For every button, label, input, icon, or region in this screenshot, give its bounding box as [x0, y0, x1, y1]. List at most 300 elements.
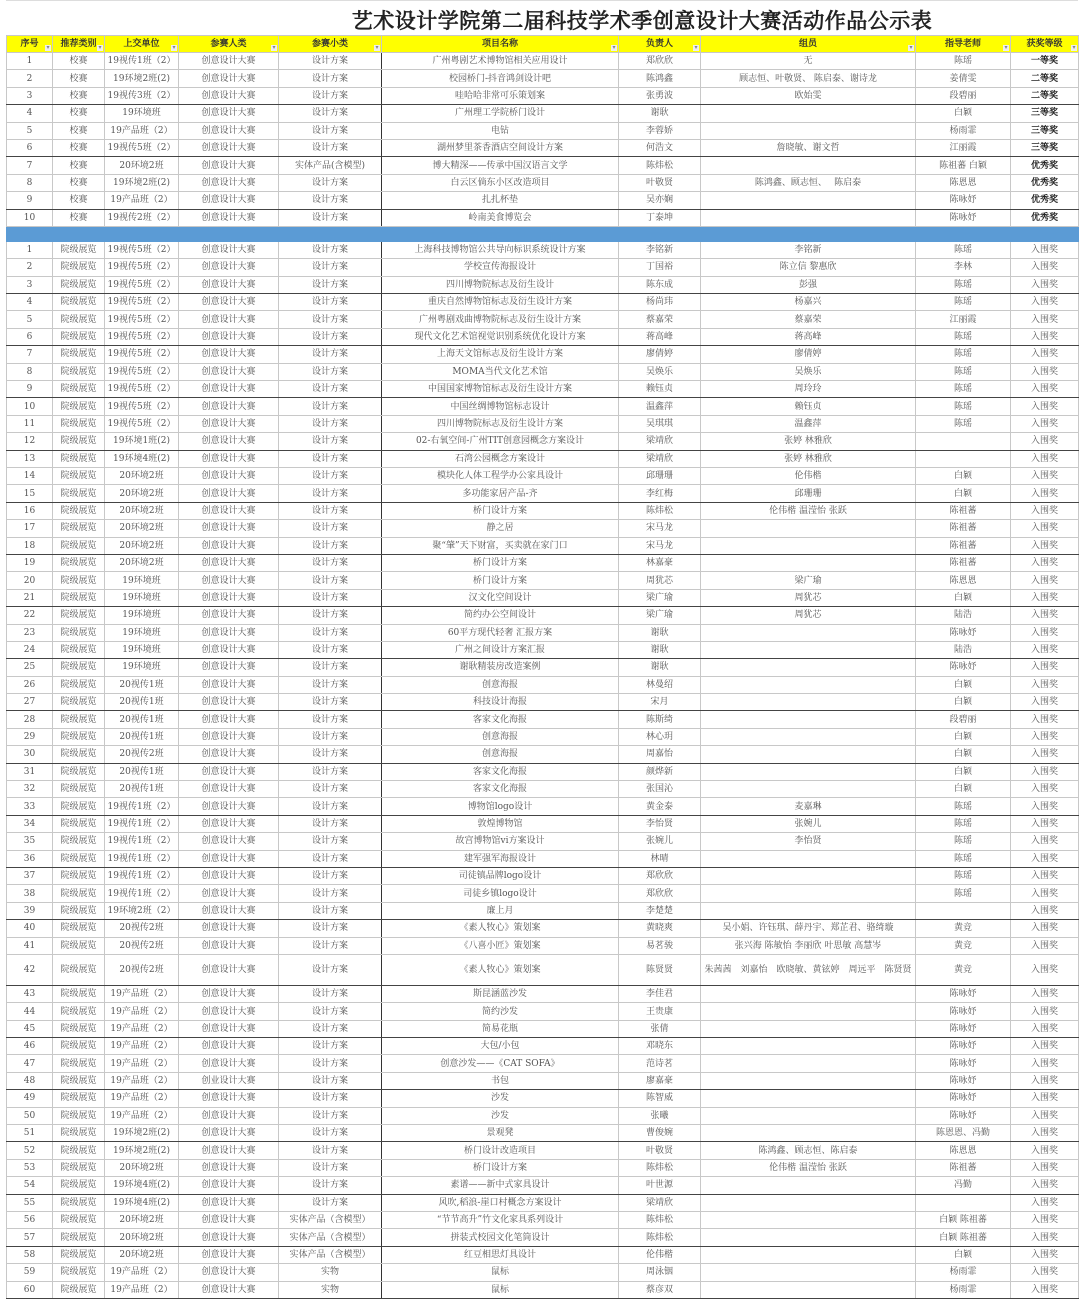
- cell-advisor[interactable]: 陈咏妤: [916, 1107, 1011, 1124]
- cell-leader[interactable]: 郑欣欣: [619, 867, 701, 884]
- cell-contest-type[interactable]: 创意设计大赛: [179, 398, 279, 415]
- cell-contest-type[interactable]: 创意设计大赛: [179, 209, 279, 226]
- cell-members[interactable]: 李怡贤: [701, 833, 916, 850]
- cell-category[interactable]: 院级展览: [53, 985, 105, 1002]
- cell-unit[interactable]: 19视传5班（2）: [105, 259, 179, 276]
- cell-category[interactable]: 校赛: [53, 105, 105, 122]
- filter-dropdown-icon[interactable]: ▾: [1072, 44, 1076, 51]
- cell-award[interactable]: 二等奖: [1011, 70, 1079, 87]
- cell-seq[interactable]: 41: [7, 937, 53, 954]
- cell-project-name[interactable]: 《素人牧心》策划案: [382, 954, 619, 985]
- cell-members[interactable]: 邱珊珊: [701, 485, 916, 502]
- cell-award[interactable]: 入围奖: [1011, 1264, 1079, 1281]
- cell-category[interactable]: 院级展览: [53, 815, 105, 832]
- cell-advisor[interactable]: 白颖: [916, 105, 1011, 122]
- cell-members[interactable]: 伦伟楷 温滢怡 张跃: [701, 502, 916, 519]
- cell-leader[interactable]: 吴亦娴: [619, 192, 701, 209]
- cell-leader[interactable]: 梁靖欣: [619, 450, 701, 467]
- cell-award[interactable]: 入围奖: [1011, 850, 1079, 867]
- cell-contest-type[interactable]: 创意设计大赛: [179, 1038, 279, 1055]
- cell-unit[interactable]: 20环境2班: [105, 467, 179, 484]
- cell-unit[interactable]: 19视传5班（2）: [105, 398, 179, 415]
- cell-category[interactable]: 院级展览: [53, 763, 105, 780]
- cell-category[interactable]: 院级展览: [53, 328, 105, 345]
- cell-subtype[interactable]: 设计方案: [279, 763, 382, 780]
- cell-leader[interactable]: 李佳君: [619, 985, 701, 1002]
- cell-seq[interactable]: 48: [7, 1072, 53, 1089]
- cell-project-name[interactable]: 博大精深——传承中国汉语言文学: [382, 157, 619, 174]
- cell-members[interactable]: [701, 1072, 916, 1089]
- cell-category[interactable]: 院级展览: [53, 781, 105, 798]
- cell-seq[interactable]: 47: [7, 1055, 53, 1072]
- cell-advisor[interactable]: 白颖: [916, 1246, 1011, 1263]
- cell-award[interactable]: 入围奖: [1011, 1072, 1079, 1089]
- cell-award[interactable]: 优秀奖: [1011, 174, 1079, 191]
- cell-category[interactable]: 院级展览: [53, 1264, 105, 1281]
- cell-advisor[interactable]: 李林: [916, 259, 1011, 276]
- cell-leader[interactable]: 林曼绍: [619, 676, 701, 693]
- cell-members[interactable]: [701, 902, 916, 919]
- cell-category[interactable]: 院级展览: [53, 311, 105, 328]
- cell-subtype[interactable]: 设计方案: [279, 328, 382, 345]
- cell-unit[interactable]: 19产品班（2）: [105, 1038, 179, 1055]
- cell-unit[interactable]: 19环境4班(2): [105, 1194, 179, 1211]
- cell-members[interactable]: [701, 1177, 916, 1194]
- cell-subtype[interactable]: 设计方案: [279, 294, 382, 311]
- cell-category[interactable]: 院级展览: [53, 520, 105, 537]
- cell-subtype[interactable]: 设计方案: [279, 311, 382, 328]
- cell-category[interactable]: 院级展览: [53, 850, 105, 867]
- cell-members[interactable]: [701, 867, 916, 884]
- cell-contest-type[interactable]: 创意设计大赛: [179, 954, 279, 985]
- cell-project-name[interactable]: 白云区倘东小区改造项目: [382, 174, 619, 191]
- cell-advisor[interactable]: 陈瑶: [916, 850, 1011, 867]
- cell-leader[interactable]: 吴焕乐: [619, 363, 701, 380]
- cell-contest-type[interactable]: 创意设计大赛: [179, 139, 279, 156]
- cell-award[interactable]: 入围奖: [1011, 589, 1079, 606]
- cell-category[interactable]: 院级展览: [53, 450, 105, 467]
- cell-contest-type[interactable]: 创意设计大赛: [179, 624, 279, 641]
- cell-category[interactable]: 校赛: [53, 87, 105, 104]
- cell-project-name[interactable]: 红豆相思灯具设计: [382, 1246, 619, 1263]
- cell-category[interactable]: 院级展览: [53, 1020, 105, 1037]
- cell-leader[interactable]: 范诗茗: [619, 1055, 701, 1072]
- cell-seq[interactable]: 14: [7, 467, 53, 484]
- cell-leader[interactable]: 叶敬贤: [619, 1142, 701, 1159]
- cell-members[interactable]: [701, 694, 916, 711]
- cell-advisor[interactable]: 陈瑶: [916, 798, 1011, 815]
- cell-members[interactable]: [701, 537, 916, 554]
- cell-unit[interactable]: 19环境2班(2): [105, 70, 179, 87]
- cell-seq[interactable]: 45: [7, 1020, 53, 1037]
- cell-unit[interactable]: 20环境2班: [105, 520, 179, 537]
- cell-leader[interactable]: 曹俊婉: [619, 1125, 701, 1142]
- cell-leader[interactable]: 邱珊珊: [619, 467, 701, 484]
- filter-dropdown-icon[interactable]: ▾: [694, 44, 698, 51]
- cell-award[interactable]: 入围奖: [1011, 311, 1079, 328]
- cell-members[interactable]: [701, 1212, 916, 1229]
- cell-subtype[interactable]: 设计方案: [279, 363, 382, 380]
- cell-members[interactable]: [701, 1246, 916, 1263]
- cell-seq[interactable]: 4: [7, 294, 53, 311]
- cell-category[interactable]: 院级展览: [53, 624, 105, 641]
- cell-seq[interactable]: 8: [7, 174, 53, 191]
- cell-members[interactable]: 陈鸿鑫、顾志恒、 陈启泰: [701, 174, 916, 191]
- cell-members[interactable]: [701, 1229, 916, 1246]
- cell-subtype[interactable]: 实体产品（含模型）: [279, 1212, 382, 1229]
- cell-leader[interactable]: 颜烨新: [619, 763, 701, 780]
- cell-category[interactable]: 院级展览: [53, 937, 105, 954]
- filter-dropdown-icon[interactable]: ▾: [172, 44, 176, 51]
- cell-advisor[interactable]: 陈咏妤: [916, 1072, 1011, 1089]
- cell-advisor[interactable]: 陆浩: [916, 607, 1011, 624]
- cell-category[interactable]: 院级展览: [53, 746, 105, 763]
- cell-project-name[interactable]: 广州粤剧艺术博物馆相关应用设计: [382, 53, 619, 70]
- cell-award[interactable]: 入围奖: [1011, 1246, 1079, 1263]
- cell-seq[interactable]: 34: [7, 815, 53, 832]
- cell-subtype[interactable]: 设计方案: [279, 346, 382, 363]
- cell-seq[interactable]: 39: [7, 902, 53, 919]
- cell-project-name[interactable]: 创意海报: [382, 676, 619, 693]
- filter-dropdown-icon[interactable]: ▾: [1004, 44, 1008, 51]
- cell-seq[interactable]: 22: [7, 607, 53, 624]
- cell-project-name[interactable]: 鼠标: [382, 1264, 619, 1281]
- cell-contest-type[interactable]: 创业设计大赛: [179, 1072, 279, 1089]
- cell-members[interactable]: [701, 746, 916, 763]
- cell-advisor[interactable]: 陆浩: [916, 641, 1011, 658]
- cell-leader[interactable]: 陈炜松: [619, 1229, 701, 1246]
- cell-seq[interactable]: 53: [7, 1159, 53, 1176]
- cell-members[interactable]: 吴焕乐: [701, 363, 916, 380]
- cell-category[interactable]: 院级展览: [53, 1246, 105, 1263]
- cell-members[interactable]: 陈鸿鑫、顾志恒、陈启泰: [701, 1142, 916, 1159]
- cell-project-name[interactable]: 素谱——新中式家具设计: [382, 1177, 619, 1194]
- cell-award[interactable]: 入围奖: [1011, 798, 1079, 815]
- cell-seq[interactable]: 31: [7, 763, 53, 780]
- cell-award[interactable]: 入围奖: [1011, 624, 1079, 641]
- cell-seq[interactable]: 40: [7, 920, 53, 937]
- cell-award[interactable]: 入围奖: [1011, 920, 1079, 937]
- cell-unit[interactable]: 19视传1班（2）: [105, 885, 179, 902]
- column-header-subtype[interactable]: [279, 36, 382, 53]
- cell-contest-type[interactable]: 创意设计大赛: [179, 1194, 279, 1211]
- cell-category[interactable]: 院级展览: [53, 259, 105, 276]
- cell-subtype[interactable]: 设计方案: [279, 589, 382, 606]
- cell-members[interactable]: [701, 1038, 916, 1055]
- cell-unit[interactable]: 20视传1班: [105, 711, 179, 728]
- cell-project-name[interactable]: 石湾公园概念方案设计: [382, 450, 619, 467]
- cell-seq[interactable]: 46: [7, 1038, 53, 1055]
- cell-advisor[interactable]: 陈咏妤: [916, 1038, 1011, 1055]
- cell-award[interactable]: 入围奖: [1011, 659, 1079, 676]
- cell-advisor[interactable]: 白颖 陈祖蕃: [916, 1212, 1011, 1229]
- cell-unit[interactable]: 19环境2班（2）: [105, 902, 179, 919]
- cell-subtype[interactable]: 设计方案: [279, 139, 382, 156]
- cell-project-name[interactable]: 广州理工学院桥门设计: [382, 105, 619, 122]
- cell-seq[interactable]: 10: [7, 209, 53, 226]
- cell-unit[interactable]: 19视传1班（2）: [105, 815, 179, 832]
- cell-subtype[interactable]: 设计方案: [279, 174, 382, 191]
- cell-project-name[interactable]: 桥门设计方案: [382, 502, 619, 519]
- cell-award[interactable]: 入围奖: [1011, 276, 1079, 293]
- cell-seq[interactable]: 18: [7, 537, 53, 554]
- cell-category[interactable]: 校赛: [53, 70, 105, 87]
- cell-members[interactable]: [701, 1107, 916, 1124]
- cell-members[interactable]: [701, 781, 916, 798]
- cell-members[interactable]: [701, 1125, 916, 1142]
- cell-seq[interactable]: 3: [7, 276, 53, 293]
- cell-leader[interactable]: 易茗骏: [619, 937, 701, 954]
- cell-contest-type[interactable]: 创意设计大赛: [179, 87, 279, 104]
- cell-contest-type[interactable]: 创意设计大赛: [179, 1125, 279, 1142]
- cell-award[interactable]: 入围奖: [1011, 1038, 1079, 1055]
- cell-seq[interactable]: 37: [7, 867, 53, 884]
- cell-contest-type[interactable]: 创意设计大赛: [179, 415, 279, 432]
- cell-subtype[interactable]: 实体产品(含模型): [279, 157, 382, 174]
- cell-project-name[interactable]: 广州之间设计方案汇报: [382, 641, 619, 658]
- cell-unit[interactable]: 19环境班: [105, 659, 179, 676]
- column-header-seq[interactable]: [7, 36, 53, 53]
- cell-category[interactable]: 校赛: [53, 139, 105, 156]
- cell-members[interactable]: 吴小娟、许钰琪、薛丹宇、郑芷君、骆绮璇: [701, 920, 916, 937]
- cell-subtype[interactable]: 实物: [279, 1264, 382, 1281]
- cell-seq[interactable]: 4: [7, 105, 53, 122]
- cell-members[interactable]: 詹晓敏、谢文哲: [701, 139, 916, 156]
- cell-advisor[interactable]: 黄竞: [916, 954, 1011, 985]
- cell-advisor[interactable]: 陈恩恩: [916, 572, 1011, 589]
- cell-award[interactable]: 入围奖: [1011, 763, 1079, 780]
- cell-contest-type[interactable]: 创意设计大赛: [179, 502, 279, 519]
- cell-subtype[interactable]: 设计方案: [279, 728, 382, 745]
- cell-category[interactable]: 院级展览: [53, 1003, 105, 1020]
- cell-contest-type[interactable]: 创意设计大赛: [179, 122, 279, 139]
- cell-award[interactable]: 入围奖: [1011, 1125, 1079, 1142]
- cell-advisor[interactable]: 黄竞: [916, 937, 1011, 954]
- cell-advisor[interactable]: 白颖: [916, 694, 1011, 711]
- cell-project-name[interactable]: 鼠标: [382, 1281, 619, 1298]
- cell-unit[interactable]: 19视传5班（2）: [105, 311, 179, 328]
- cell-seq[interactable]: 1: [7, 53, 53, 70]
- cell-unit[interactable]: 20视传2班: [105, 746, 179, 763]
- cell-award[interactable]: 入围奖: [1011, 607, 1079, 624]
- cell-seq[interactable]: 10: [7, 398, 53, 415]
- cell-leader[interactable]: 郑欣欣: [619, 885, 701, 902]
- cell-category[interactable]: 院级展览: [53, 415, 105, 432]
- cell-subtype[interactable]: 设计方案: [279, 1090, 382, 1107]
- cell-advisor[interactable]: 陈祖蕃: [916, 1159, 1011, 1176]
- cell-award[interactable]: 入围奖: [1011, 746, 1079, 763]
- cell-project-name[interactable]: 司徒镇品牌logo设计: [382, 867, 619, 884]
- cell-contest-type[interactable]: 创意设计大赛: [179, 1177, 279, 1194]
- cell-award[interactable]: 入围奖: [1011, 398, 1079, 415]
- cell-project-name[interactable]: 多功能家居产品-齐: [382, 485, 619, 502]
- cell-advisor[interactable]: 陈瑶: [916, 328, 1011, 345]
- cell-seq[interactable]: 11: [7, 415, 53, 432]
- cell-subtype[interactable]: 设计方案: [279, 954, 382, 985]
- cell-category[interactable]: 院级展览: [53, 694, 105, 711]
- cell-leader[interactable]: 蒋高峰: [619, 328, 701, 345]
- cell-project-name[interactable]: 故宫博物馆vi方案设计: [382, 833, 619, 850]
- cell-contest-type[interactable]: 创意设计大赛: [179, 467, 279, 484]
- cell-seq[interactable]: 49: [7, 1090, 53, 1107]
- cell-members[interactable]: [701, 1194, 916, 1211]
- cell-unit[interactable]: 19产品班（2）: [105, 1003, 179, 1020]
- cell-subtype[interactable]: 设计方案: [279, 694, 382, 711]
- cell-seq[interactable]: 21: [7, 589, 53, 606]
- cell-unit[interactable]: 20视传2班: [105, 954, 179, 985]
- cell-award[interactable]: 入围奖: [1011, 641, 1079, 658]
- cell-award[interactable]: 入围奖: [1011, 815, 1079, 832]
- cell-members[interactable]: [701, 885, 916, 902]
- cell-award[interactable]: 入围奖: [1011, 885, 1079, 902]
- cell-award[interactable]: 入围奖: [1011, 520, 1079, 537]
- cell-category[interactable]: 院级展览: [53, 954, 105, 985]
- cell-advisor[interactable]: [916, 1194, 1011, 1211]
- cell-category[interactable]: 院级展览: [53, 1177, 105, 1194]
- cell-category[interactable]: 院级展览: [53, 1159, 105, 1176]
- cell-unit[interactable]: 19视传5班（2）: [105, 241, 179, 258]
- cell-contest-type[interactable]: 创意设计大赛: [179, 676, 279, 693]
- cell-contest-type[interactable]: 创意设计大赛: [179, 815, 279, 832]
- cell-project-name[interactable]: 敦煌博物馆: [382, 815, 619, 832]
- cell-award[interactable]: 入围奖: [1011, 294, 1079, 311]
- cell-seq[interactable]: 9: [7, 192, 53, 209]
- cell-project-name[interactable]: MOMA当代文化艺术馆: [382, 363, 619, 380]
- cell-contest-type[interactable]: 创意设计大赛: [179, 381, 279, 398]
- cell-advisor[interactable]: 陈瑶: [916, 276, 1011, 293]
- cell-contest-type[interactable]: 创意设计大赛: [179, 746, 279, 763]
- cell-category[interactable]: 院级展览: [53, 728, 105, 745]
- cell-unit[interactable]: 20视传1班: [105, 694, 179, 711]
- cell-project-name[interactable]: 《八喜小匠》策划案: [382, 937, 619, 954]
- cell-project-name[interactable]: 客家文化海报: [382, 781, 619, 798]
- cell-award[interactable]: 入围奖: [1011, 1107, 1079, 1124]
- cell-project-name[interactable]: 四川博物院标志及衍生设计方案: [382, 415, 619, 432]
- cell-unit[interactable]: 19环境班: [105, 105, 179, 122]
- cell-members[interactable]: 欧始雯: [701, 87, 916, 104]
- cell-members[interactable]: [701, 728, 916, 745]
- cell-members[interactable]: 周犹芯: [701, 607, 916, 624]
- cell-project-name[interactable]: 客家文化海报: [382, 763, 619, 780]
- cell-leader[interactable]: 陈炜松: [619, 1159, 701, 1176]
- cell-unit[interactable]: 20视传1班: [105, 676, 179, 693]
- cell-advisor[interactable]: 陈咏妤: [916, 1055, 1011, 1072]
- cell-subtype[interactable]: 设计方案: [279, 711, 382, 728]
- cell-contest-type[interactable]: 创意设计大赛: [179, 711, 279, 728]
- cell-members[interactable]: [701, 122, 916, 139]
- cell-contest-type[interactable]: 创意设计大赛: [179, 346, 279, 363]
- cell-project-name[interactable]: 岭南美食博览会: [382, 209, 619, 226]
- cell-subtype[interactable]: 设计方案: [279, 53, 382, 70]
- cell-award[interactable]: 入围奖: [1011, 1229, 1079, 1246]
- cell-seq[interactable]: 2: [7, 70, 53, 87]
- cell-leader[interactable]: 李铭新: [619, 241, 701, 258]
- cell-subtype[interactable]: 设计方案: [279, 415, 382, 432]
- cell-award[interactable]: 入围奖: [1011, 676, 1079, 693]
- cell-members[interactable]: [701, 1055, 916, 1072]
- cell-award[interactable]: 入围奖: [1011, 1142, 1079, 1159]
- cell-subtype[interactable]: 设计方案: [279, 433, 382, 450]
- cell-award[interactable]: 三等奖: [1011, 105, 1079, 122]
- cell-unit[interactable]: 19产品班（2）: [105, 1020, 179, 1037]
- cell-category[interactable]: 校赛: [53, 174, 105, 191]
- cell-contest-type[interactable]: 创意设计大赛: [179, 157, 279, 174]
- cell-subtype[interactable]: 设计方案: [279, 1125, 382, 1142]
- cell-unit[interactable]: 19环境班: [105, 589, 179, 606]
- cell-project-name[interactable]: 简约办公空间设计: [382, 607, 619, 624]
- cell-contest-type[interactable]: 创意设计大赛: [179, 920, 279, 937]
- cell-unit[interactable]: 20环境2班: [105, 554, 179, 571]
- cell-award[interactable]: 三等奖: [1011, 139, 1079, 156]
- cell-project-name[interactable]: 景观凳: [382, 1125, 619, 1142]
- cell-leader[interactable]: 叶敬贤: [619, 174, 701, 191]
- cell-advisor[interactable]: 陈祖蕃: [916, 554, 1011, 571]
- cell-project-name[interactable]: 中国丝绸博物馆标志设计: [382, 398, 619, 415]
- cell-category[interactable]: 校赛: [53, 53, 105, 70]
- cell-leader[interactable]: 丁泰坤: [619, 209, 701, 226]
- cell-subtype[interactable]: 设计方案: [279, 1038, 382, 1055]
- cell-award[interactable]: 入围奖: [1011, 554, 1079, 571]
- cell-members[interactable]: [701, 850, 916, 867]
- filter-dropdown-icon[interactable]: ▾: [98, 44, 102, 51]
- cell-members[interactable]: 廖倩婷: [701, 346, 916, 363]
- cell-project-name[interactable]: 科技设计海报: [382, 694, 619, 711]
- cell-subtype[interactable]: 设计方案: [279, 985, 382, 1002]
- cell-contest-type[interactable]: 创意设计大赛: [179, 1229, 279, 1246]
- cell-project-name[interactable]: 创意海报: [382, 746, 619, 763]
- cell-project-name[interactable]: 司徒乡镇logo设计: [382, 885, 619, 902]
- cell-project-name[interactable]: 桥门设计改造项目: [382, 1142, 619, 1159]
- cell-leader[interactable]: 丁国裕: [619, 259, 701, 276]
- cell-advisor[interactable]: 陈咏妤: [916, 1090, 1011, 1107]
- cell-contest-type[interactable]: 创意设计大赛: [179, 763, 279, 780]
- cell-members[interactable]: 陈立信 黎惠欣: [701, 259, 916, 276]
- cell-unit[interactable]: 20环境2班: [105, 502, 179, 519]
- cell-advisor[interactable]: 白颖: [916, 676, 1011, 693]
- cell-advisor[interactable]: 白颖: [916, 467, 1011, 484]
- cell-leader[interactable]: 黄金泰: [619, 798, 701, 815]
- cell-category[interactable]: 院级展览: [53, 1281, 105, 1298]
- cell-project-name[interactable]: 02-右氧空间-广州TIT创意园概念方案设计: [382, 433, 619, 450]
- cell-unit[interactable]: 19环境2班(2): [105, 1125, 179, 1142]
- cell-award[interactable]: 优秀奖: [1011, 192, 1079, 209]
- cell-category[interactable]: 院级展览: [53, 572, 105, 589]
- cell-advisor[interactable]: 陈恩恩: [916, 1142, 1011, 1159]
- cell-leader[interactable]: 陈炜松: [619, 502, 701, 519]
- cell-project-name[interactable]: 广州粤剧戏曲博物院标志及衍生设计方案: [382, 311, 619, 328]
- cell-contest-type[interactable]: 创意设计大赛: [179, 485, 279, 502]
- cell-leader[interactable]: 陈贤贤: [619, 954, 701, 985]
- cell-advisor[interactable]: 陈瑶: [916, 398, 1011, 415]
- cell-seq[interactable]: 54: [7, 1177, 53, 1194]
- cell-unit[interactable]: 19产品班（2）: [105, 1264, 179, 1281]
- cell-members[interactable]: 朱茜茜 刘嘉怡 欧晓敏、黄铉婷 周远平 陈贤贤: [701, 954, 916, 985]
- cell-project-name[interactable]: 校园桥门-抖音鸿剑设计吧: [382, 70, 619, 87]
- cell-members[interactable]: [701, 520, 916, 537]
- cell-seq[interactable]: 6: [7, 328, 53, 345]
- cell-unit[interactable]: 20环境2班: [105, 1212, 179, 1229]
- cell-subtype[interactable]: 设计方案: [279, 607, 382, 624]
- cell-contest-type[interactable]: 创意设计大赛: [179, 53, 279, 70]
- cell-project-name[interactable]: 现代文化艺术馆视觉识别系统优化设计方案: [382, 328, 619, 345]
- cell-category[interactable]: 院级展览: [53, 1055, 105, 1072]
- cell-subtype[interactable]: 设计方案: [279, 1159, 382, 1176]
- cell-subtype[interactable]: 设计方案: [279, 1003, 382, 1020]
- cell-seq[interactable]: 8: [7, 363, 53, 380]
- cell-members[interactable]: 张兴海 陈敏怡 李丽欣 叶思敏 高慧岑: [701, 937, 916, 954]
- cell-members[interactable]: [701, 1020, 916, 1037]
- cell-project-name[interactable]: 《素人牧心》策划案: [382, 920, 619, 937]
